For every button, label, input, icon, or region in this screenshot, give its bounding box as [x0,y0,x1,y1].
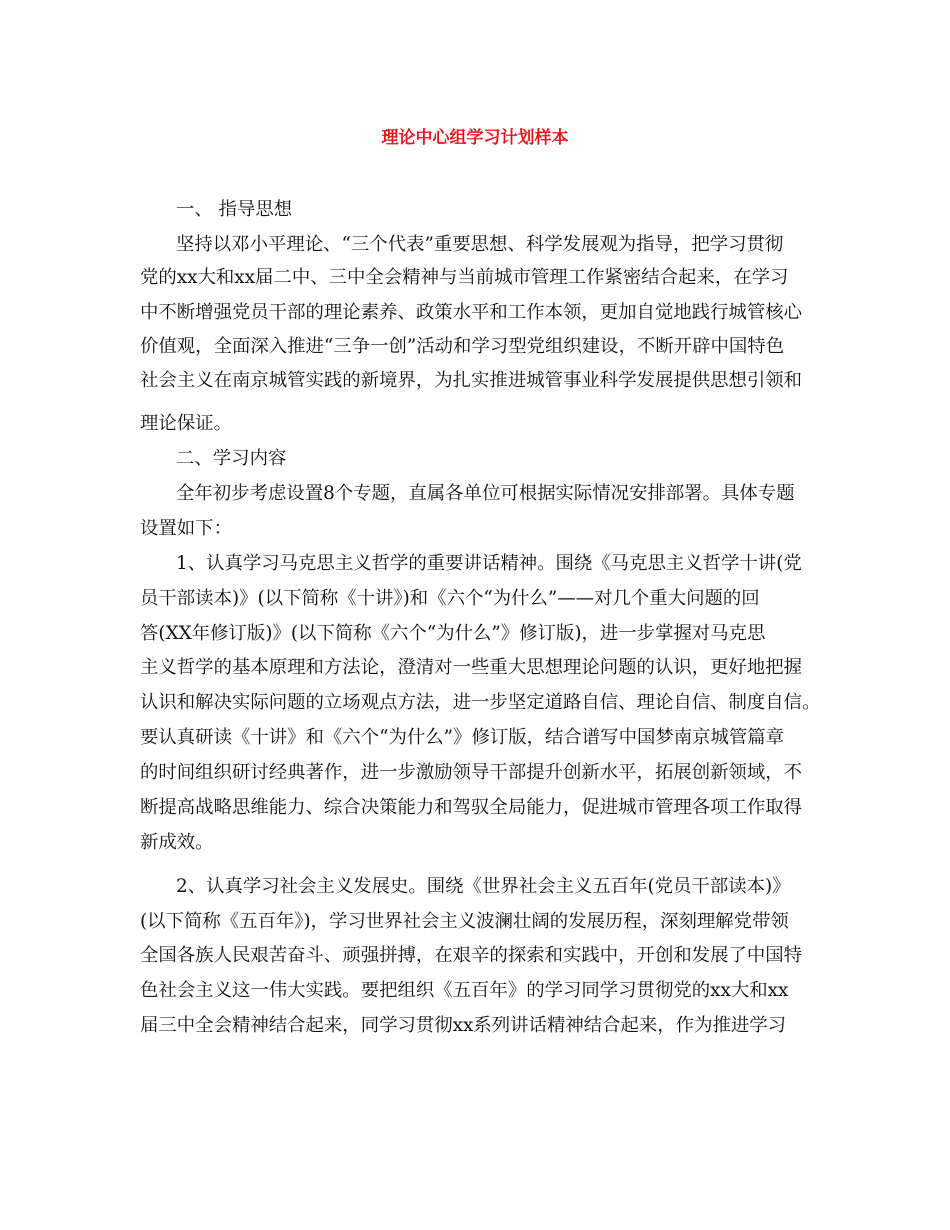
section-heading-guiding-ideology: 一、 指导思想 [176,199,293,220]
paragraph-line: 员干部读本)》(以下简称《十讲》)和《六个“为什么”——对几个重大问题的回 [140,588,760,609]
paragraph-line: 的时间组织研讨经典著作，进一步激励领导干部提升创新水平，拓展创新领域，不 [140,762,803,783]
document-title: 理论中心组学习计划样本 [381,128,569,148]
paragraph-line: 理论保证。 [140,413,232,434]
paragraph-line: 主义哲学的基本原理和方法论，澄清对一些重大思想理论问题的认识，更好地把握 [140,657,803,678]
section-heading-study-content: 二、学习内容 [176,448,287,469]
paragraph-line: 社会主义在南京城管实践的新境界，为扎实推进城管事业科学发展提供思想引领和 [140,370,803,391]
paragraph-line: 设置如下： [140,518,232,539]
paragraph-line: 认识和解决实际问题的立场观点方法，进一步坚定道路自信、理论自信、制度自信。 [140,692,821,713]
paragraph-line: 中不断增强党员干部的理论素养、政策水平和工作本领，更加自觉地践行城管核心 [140,302,803,323]
paragraph-line: 届三中全会精神结合起来，同学习贯彻xx系列讲话精神结合起来，作为推进学习 [140,1015,787,1036]
paragraph-line: 1、认真学习马克思主义哲学的重要讲话精神。围绕《马克思主义哲学十讲(党 [176,553,802,574]
paragraph-line: 价值观，全面深入推进“三争一创”活动和学习型党组织建设，不断开辟中国特色 [140,336,785,357]
paragraph-line: 答(XX年修订版)》(以下简称《六个“为什么”》修订版)，进一步掌握对马克思 [140,623,766,644]
paragraph-line: 党的xx大和xx届二中、三中全会精神与当前城市管理工作紧密结合起来，在学习 [140,267,789,288]
paragraph-line: 要认真研读《十讲》和《六个“为什么”》修订版，结合谱写中国梦南京城管篇章 [140,727,785,748]
paragraph-line: 色社会主义这一伟大实践。要把组织《五百年》的学习同学习贯彻党的xx大和xx [140,980,789,1001]
paragraph-line: 新成效。 [140,832,214,853]
paragraph-line: 2、认真学习社会主义发展史。围绕《世界社会主义五百年(党员干部读本)》 [176,876,791,897]
paragraph-line: 全年初步考虑设置8个专题，直属各单位可根据实际情况安排部署。具体专题 [176,483,795,504]
paragraph-line: 全国各族人民艰苦奋斗、顽强拼搏，在艰辛的探索和实践中，开创和发展了中国特 [140,945,803,966]
paragraph-line: (以下简称《五百年》)，学习世界社会主义波澜壮阔的发展历程，深刻理解党带领 [140,911,789,932]
paragraph-line: 断提高战略思维能力、综合决策能力和驾驭全局能力，促进城市管理各项工作取得 [140,797,803,818]
paragraph-line: 坚持以邓小平理论、“三个代表”重要思想、科学发展观为指导，把学习贯彻 [176,234,784,255]
